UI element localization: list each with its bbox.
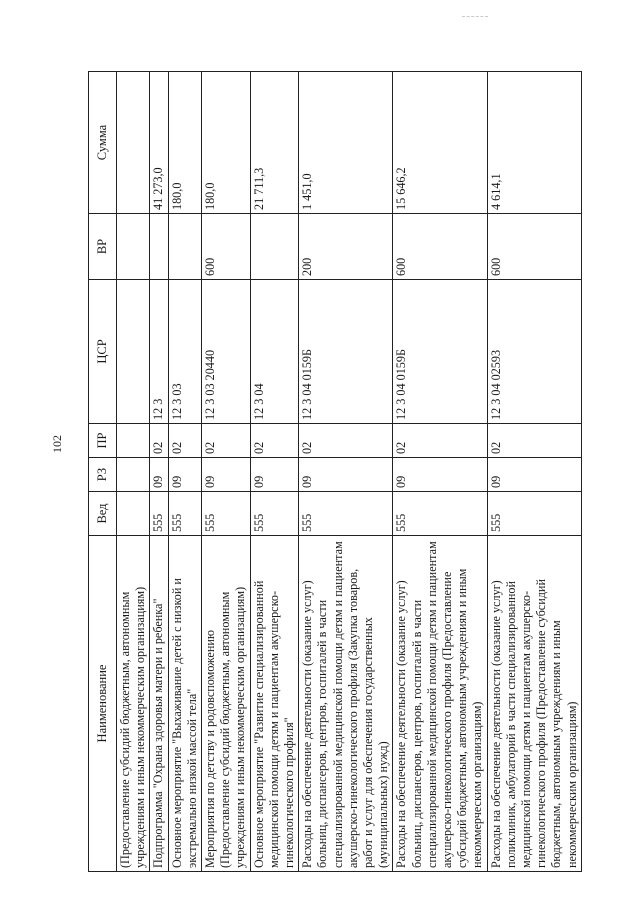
cell-name: Расходы на обеспечение деятельности (оказание услуг) больниц, диспансеров, центров, госпиталей в части специализированной медицинской помощи детям и пациентам акушерско-гинекологического профиля (Предоставление субсидий бюджетным, автономным учреждениям и иным некоммерческим организациям) bbox=[393, 536, 487, 872]
cell-rz: 09 bbox=[299, 458, 393, 492]
table-header-row bbox=[89, 72, 117, 872]
cell-ved: 555 bbox=[168, 492, 201, 536]
cell-csr: 12 3 bbox=[150, 280, 168, 424]
cell-ved: 555 bbox=[487, 492, 581, 536]
page-number: 102 bbox=[50, 435, 64, 453]
scan-mark bbox=[462, 16, 488, 17]
table-row bbox=[250, 72, 299, 872]
header-pr: ПР bbox=[89, 424, 117, 458]
cell-name: Расходы на обеспечение деятельности (оказание услуг) больниц, диспансеров, центров, госпиталей в части специализированной медицинской помощи детям и пациентам акушерско-гинекологического профиля (Закупка товаров, работ и услуг для обеспечения государственных (муниципальных) нужд) bbox=[299, 536, 393, 872]
cell-pr: 02 bbox=[168, 424, 201, 458]
cell-vr bbox=[250, 214, 299, 280]
cell-rz: 09 bbox=[168, 458, 201, 492]
cell-csr bbox=[117, 280, 150, 424]
cell-ved bbox=[117, 492, 150, 536]
cell-vr: 200 bbox=[299, 214, 393, 280]
cell-vr: 600 bbox=[487, 214, 581, 280]
cell-pr: 02 bbox=[250, 424, 299, 458]
cell-rz: 09 bbox=[250, 458, 299, 492]
cell-csr: 12 3 04 02593 bbox=[487, 280, 581, 424]
table-row bbox=[299, 72, 393, 872]
cell-ved: 555 bbox=[393, 492, 487, 536]
cell-name: Мероприятия по детству и родовспоможению (Предоставление субсидий бюджетным, автономным учреждениям и иным некоммерческим организациям) bbox=[202, 536, 251, 872]
cell-vr bbox=[168, 214, 201, 280]
cell-csr: 12 3 04 bbox=[250, 280, 299, 424]
table-row bbox=[117, 72, 150, 872]
cell-sum: 180,0 bbox=[168, 72, 201, 214]
table-row bbox=[202, 72, 251, 872]
table-row bbox=[150, 72, 168, 872]
cell-pr: 02 bbox=[487, 424, 581, 458]
cell-csr: 12 3 03 20440 bbox=[202, 280, 251, 424]
cell-sum: 4 614,1 bbox=[487, 72, 581, 214]
cell-name: Основное мероприятие "Выхаживание детей с низкой и экстремально низкой массой тела" bbox=[168, 536, 201, 872]
header-name: Наименование bbox=[89, 536, 117, 872]
cell-csr: 12 3 04 0159Б bbox=[393, 280, 487, 424]
header-rz: РЗ bbox=[89, 458, 117, 492]
header-vr: ВР bbox=[89, 214, 117, 280]
cell-sum: 15 646,2 bbox=[393, 72, 487, 214]
cell-vr: 600 bbox=[202, 214, 251, 280]
header-ved: Вед bbox=[89, 492, 117, 536]
cell-ved: 555 bbox=[299, 492, 393, 536]
cell-rz: 09 bbox=[393, 458, 487, 492]
cell-pr: 02 bbox=[393, 424, 487, 458]
cell-rz: 09 bbox=[202, 458, 251, 492]
cell-sum: 180,0 bbox=[202, 72, 251, 214]
cell-vr bbox=[150, 214, 168, 280]
cell-name: Расходы на обеспечение деятельности (оказание услуг) поликлиник, амбулаторий в части специализированной медицинской помощи детям и пациентам акушерско-гинекологического профиля (Предоставление субсидий бюджетным, автономным учреждениям и иным некоммерческим организациям) bbox=[487, 536, 581, 872]
cell-rz: 09 bbox=[487, 458, 581, 492]
cell-ved: 555 bbox=[150, 492, 168, 536]
table-row bbox=[487, 72, 581, 872]
cell-sum: 21 711,3 bbox=[250, 72, 299, 214]
cell-name: Основное мероприятие "Развитие специализированной медицинской помощи детям и пациентам акушерско-гинекологического профиля" bbox=[250, 536, 299, 872]
cell-name: Подпрограмма "Охрана здоровья матери и ребенка" bbox=[150, 536, 168, 872]
cell-pr: 02 bbox=[299, 424, 393, 458]
table-row bbox=[168, 72, 201, 872]
cell-csr: 12 3 04 0159Б bbox=[299, 280, 393, 424]
cell-ved: 555 bbox=[202, 492, 251, 536]
cell-rz: 09 bbox=[150, 458, 168, 492]
cell-pr: 02 bbox=[150, 424, 168, 458]
cell-vr: 600 bbox=[393, 214, 487, 280]
table-row bbox=[393, 72, 487, 872]
cell-pr bbox=[117, 424, 150, 458]
header-csr: ЦСР bbox=[89, 280, 117, 424]
cell-ved: 555 bbox=[250, 492, 299, 536]
header-sum: Сумма bbox=[89, 72, 117, 214]
cell-csr: 12 3 03 bbox=[168, 280, 201, 424]
cell-rz bbox=[117, 458, 150, 492]
cell-name: (Предоставление субсидий бюджетным, автономным учреждениям и иным некоммерческим организациям) bbox=[117, 536, 150, 872]
budget-table bbox=[88, 71, 582, 872]
cell-sum: 41 273,0 bbox=[150, 72, 168, 214]
cell-pr: 02 bbox=[202, 424, 251, 458]
rotated-table-container bbox=[88, 72, 598, 872]
cell-sum: 1 451,0 bbox=[299, 72, 393, 214]
cell-vr bbox=[117, 214, 150, 280]
cell-sum bbox=[117, 72, 150, 214]
